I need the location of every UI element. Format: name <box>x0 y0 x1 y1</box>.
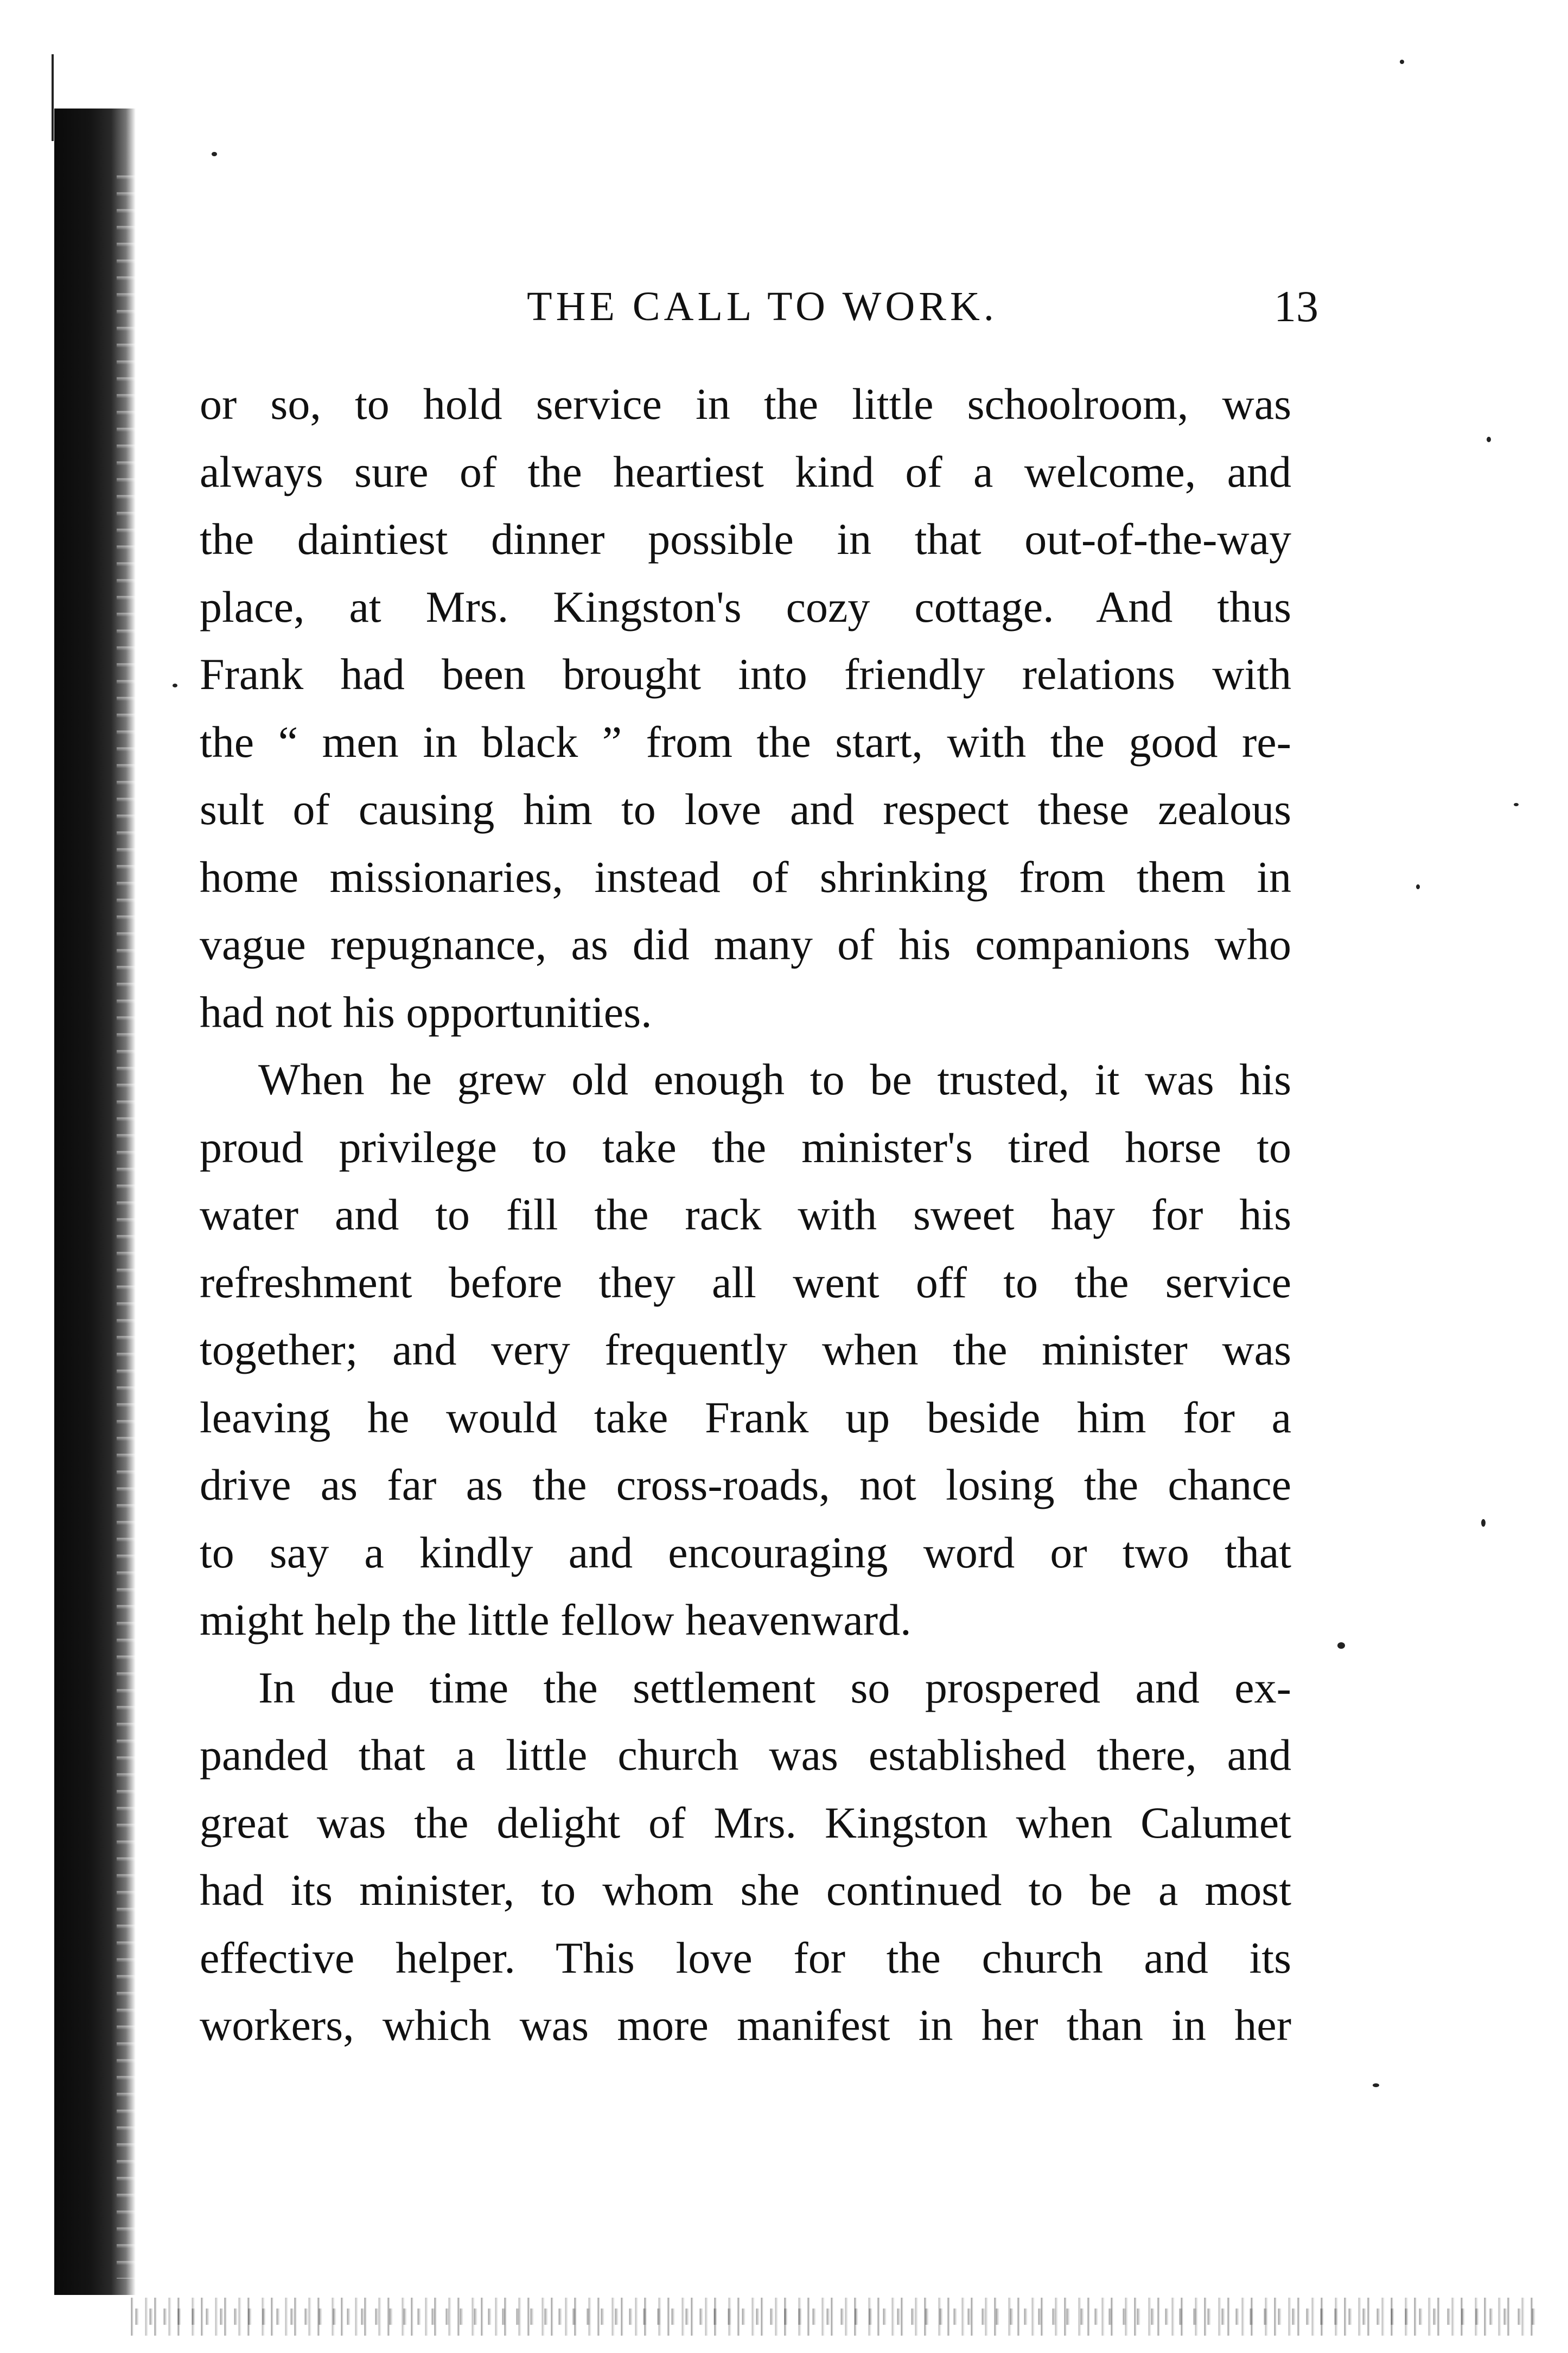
text-line: leaving he would take Frank up beside him for a <box>200 1392 1291 1442</box>
text-line: water and to fill the rack with sweet hay for his <box>200 1190 1291 1239</box>
paragraph <box>200 371 1291 1046</box>
text-line: effective helper. This love for the church and its <box>200 1933 1291 1982</box>
text-line: When he grew old enough to be trusted, it was his <box>258 1055 1291 1104</box>
text-line: refreshment before they all went off to the service <box>200 1257 1291 1307</box>
text-line: great was the delight of Mrs. Kingston when Calumet <box>200 1797 1291 1847</box>
binding-speckle <box>117 163 138 2279</box>
running-title: THE CALL TO WORK. <box>527 284 998 329</box>
text-line: panded that a little church was established there, and <box>200 1730 1291 1780</box>
scan-speck <box>1481 1519 1486 1527</box>
text-line: might help the little fellow heavenward. <box>200 1595 912 1644</box>
scan-speck <box>1373 2083 1379 2087</box>
page-number: 13 <box>1274 282 1318 331</box>
scan-speck <box>173 684 177 687</box>
text-line: sult of causing him to love and respect these zealous <box>200 785 1291 834</box>
text-line: together; and very frequently when the minister was <box>200 1325 1291 1374</box>
text-line: or so, to hold service in the little schoolroom, was <box>200 379 1291 429</box>
paragraph <box>200 1654 1291 2059</box>
text-line: workers, which was more manifest in her than in her <box>200 2000 1291 2050</box>
scan-speck <box>1514 803 1519 806</box>
scan-speck <box>1337 1642 1345 1649</box>
text-line: In due time the settlement so prospered and ex- <box>258 1662 1291 1712</box>
scan-artifact-top-edge <box>52 54 54 141</box>
text-line: proud privilege to take the minister's tired horse to <box>200 1122 1291 1172</box>
scan-speck <box>1487 437 1491 442</box>
text-line: had its minister, to whom she continued to be a most <box>200 1865 1291 1915</box>
text-line: vague repugnance, as did many of his companions who <box>200 920 1291 969</box>
body-text <box>200 371 1291 2059</box>
text-line: Frank had been brought into friendly relations with <box>200 649 1291 699</box>
text-line: drive as far as the cross-roads, not losing the chance <box>200 1460 1291 1509</box>
scan-speck <box>1400 60 1404 64</box>
scan-speck <box>1416 884 1420 889</box>
paragraph <box>200 1046 1291 1654</box>
text-line: home missionaries, instead of shrinking from them in <box>200 852 1291 902</box>
scan-speck <box>212 152 217 156</box>
text-line: always sure of the heartiest kind of a welcome, and <box>200 447 1291 496</box>
running-header <box>206 277 1318 336</box>
scan-bottom-edge-noise-2 <box>125 2309 1535 2325</box>
text-line: to say a kindly and encouraging word or two that <box>200 1527 1291 1577</box>
text-line: had not his opportunities. <box>200 987 652 1037</box>
text-line: place, at Mrs. Kingston's cozy cottage. And thus <box>200 582 1291 632</box>
text-line: the daintiest dinner possible in that out-of-the-way <box>200 514 1291 564</box>
text-line: the “ men in black ” from the start, with the good re- <box>200 717 1291 767</box>
